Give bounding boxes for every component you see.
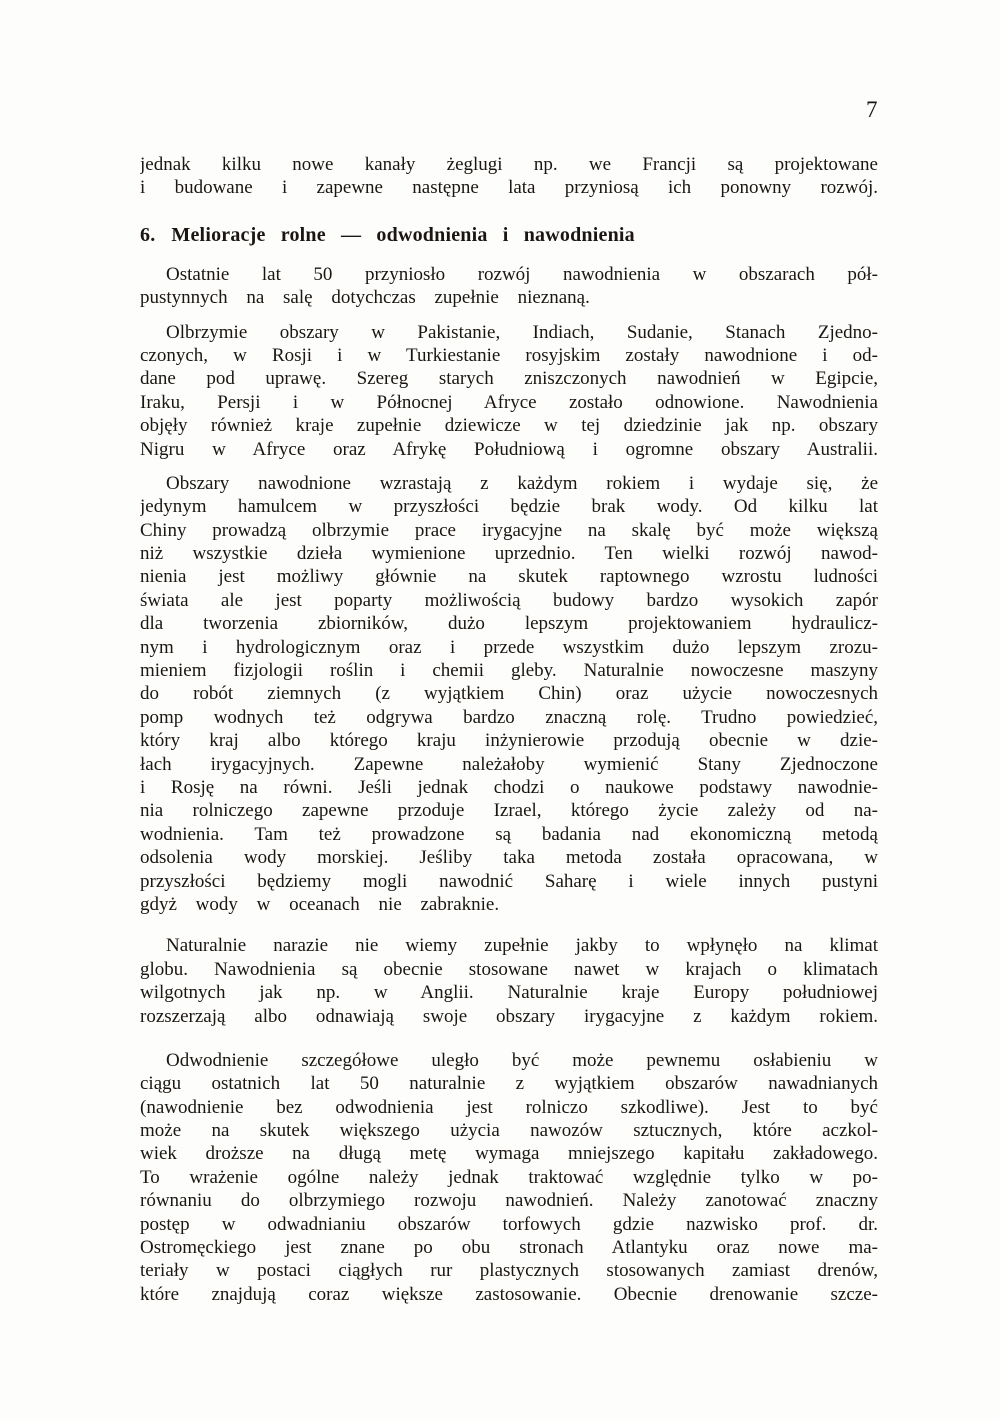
paragraph (140, 321, 878, 461)
text-line: Olbrzymie obszary w Pakistanie, Indiach, Sudanie, Stanach Zjedno- (166, 321, 878, 343)
text-line: przyszłości będziemy mogli nawodnić Saharę i wiele innych pustyni (140, 870, 878, 892)
text-line: gdyż wody w oceanach nie zabraknie. (140, 893, 500, 915)
text-line: i Rosję na równi. Jeśli jednak chodzi o naukowe podstawy nawodnie- (140, 776, 878, 798)
paragraph (140, 1049, 878, 1306)
paragraph (140, 934, 878, 1028)
text-line: To wrażenie ogólne należy jednak traktować względnie tylko w po- (140, 1166, 878, 1188)
text-line: które znajdują coraz większe zastosowanie. Obecnie drenowanie szcze- (140, 1283, 878, 1305)
section-title: Melioracje rolne — odwodnienia i nawodnienia (171, 223, 635, 246)
text-line: Nigru w Afryce oraz Afrykę Południową i ogromne obszary Australii. (140, 438, 878, 460)
text-line: nym i hydrologicznym oraz i przede wszystkim dużo lepszym zrozu- (140, 636, 878, 658)
text-line: łach irygacyjnych. Zapewne należałoby wymienić Stany Zjednoczone (140, 753, 878, 775)
text-line: nienia jest możliwy głównie na skutek raptownego wzrostu ludności (140, 566, 878, 588)
text-line: jedynym hamulcem w przyszłości będzie brak wody. Od kilku lat (140, 496, 878, 518)
text-line: i budowane i zapewne następne lata przyniosą ich ponowny rozwój. (140, 177, 878, 199)
text-line: pustynnych na salę dotychczas zupełnie nieznaną. (140, 287, 590, 309)
text-line: czonych, w Rosji i w Turkiestanie rosyjskim zostały nawodnione i od- (140, 344, 878, 366)
text-line: pomp wodnych też odgrywa bardzo znaczną rolę. Trudno powiedzieć, (140, 706, 878, 728)
text-line: Ostatnie lat 50 przyniosło rozwój nawodnienia w obszarach pół- (166, 263, 878, 285)
text-line: objęły również kraje zupełnie dziewicze w tej dziedzinie jak np. obszary (140, 415, 878, 437)
text-line: Obszary nawodnione wzrastają z każdym rokiem i wydaje się, że (166, 472, 878, 494)
section-heading (140, 223, 878, 247)
paragraph (140, 153, 878, 200)
text-line: (nawodnienie bez odwodnienia jest rolniczo szkodliwe). Jest to być (140, 1096, 878, 1118)
text-line: wodnienia. Tam też prowadzone są badania nad ekonomiczną metodą (140, 823, 878, 845)
text-body (140, 153, 878, 1306)
text-line: może na skutek większego użycia nawozów sztucznych, które aczkol- (140, 1120, 878, 1142)
text-line: teriały w postaci ciągłych rur plastycznych stosowanych zamiast drenów, (140, 1260, 878, 1282)
text-line: Chiny prowadzą olbrzymie prace irygacyjne na skalę być może większą (140, 519, 878, 541)
page-number: 7 (866, 97, 878, 122)
text-line: postęp w odwadnianiu obszarów torfowych gdzie nazwisko prof. dr. (140, 1213, 878, 1235)
paragraph (140, 263, 878, 310)
text-line: który kraj albo którego kraju inżynierowie przodują obecnie w dzie- (140, 730, 878, 752)
text-line: Naturalnie narazie nie wiemy zupełnie jakby to wpłynęło na klimat (166, 935, 878, 957)
text-line: dla tworzenia zbiorników, dużo lepszym projektowaniem hydraulicz- (140, 613, 878, 635)
text-line: Iraku, Persji i w Północnej Afryce zostało odnowione. Nawodnienia (140, 391, 878, 413)
text-line: niż wszystkie dzieła wymienione uprzednio. Ten wielki rozwój nawod- (140, 543, 878, 565)
text-line: równaniu do olbrzymiego rozwoju nawodnień. Należy zanotować znaczny (140, 1190, 878, 1212)
text-line: Ostromęckiego jest znane po obu stronach Atlantyku oraz nowe ma- (140, 1237, 878, 1259)
text-line: Odwodnienie szczegółowe uległo być może pewnemu osłabieniu w (166, 1049, 878, 1071)
text-line: rozszerzają albo odnawiają swoje obszary irygacyjne z każdym rokiem. (140, 1005, 878, 1027)
text-line: wilgotnych jak np. w Anglii. Naturalnie kraje Europy południowej (140, 982, 878, 1004)
text-line: mieniem fizjologii roślin i chemii gleby. Naturalnie nowoczesne maszyny (140, 660, 878, 682)
text-line: globu. Nawodnienia są obecnie stosowane nawet w krajach o klimatach (140, 958, 878, 980)
text-line: nia rolniczego zapewne przoduje Izrael, którego życie zależy od na- (140, 800, 878, 822)
text-line: jednak kilku nowe kanały żeglugi np. we Francji są projektowane (140, 154, 878, 175)
text-line: dane pod uprawę. Szereg starych zniszczonych nawodnień w Egipcie, (140, 368, 878, 390)
text-line: odsolenia wody morskiej. Jeśliby taka metoda została opracowana, w (140, 847, 878, 869)
text-line: świata ale jest poparty możliwością budowy bardzo wysokich zapór (140, 589, 878, 611)
text-line: ciągu ostatnich lat 50 naturalnie z wyjątkiem obszarów nawadnianych (140, 1073, 878, 1095)
paragraph (140, 472, 878, 916)
text-line: wiek droższe na długą metę wymaga mniejszego kapitału zakładowego. (140, 1143, 878, 1165)
section-number: 6. (140, 223, 156, 246)
text-line: do robót ziemnych (z wyjątkiem Chin) oraz użycie nowoczesnych (140, 683, 878, 705)
